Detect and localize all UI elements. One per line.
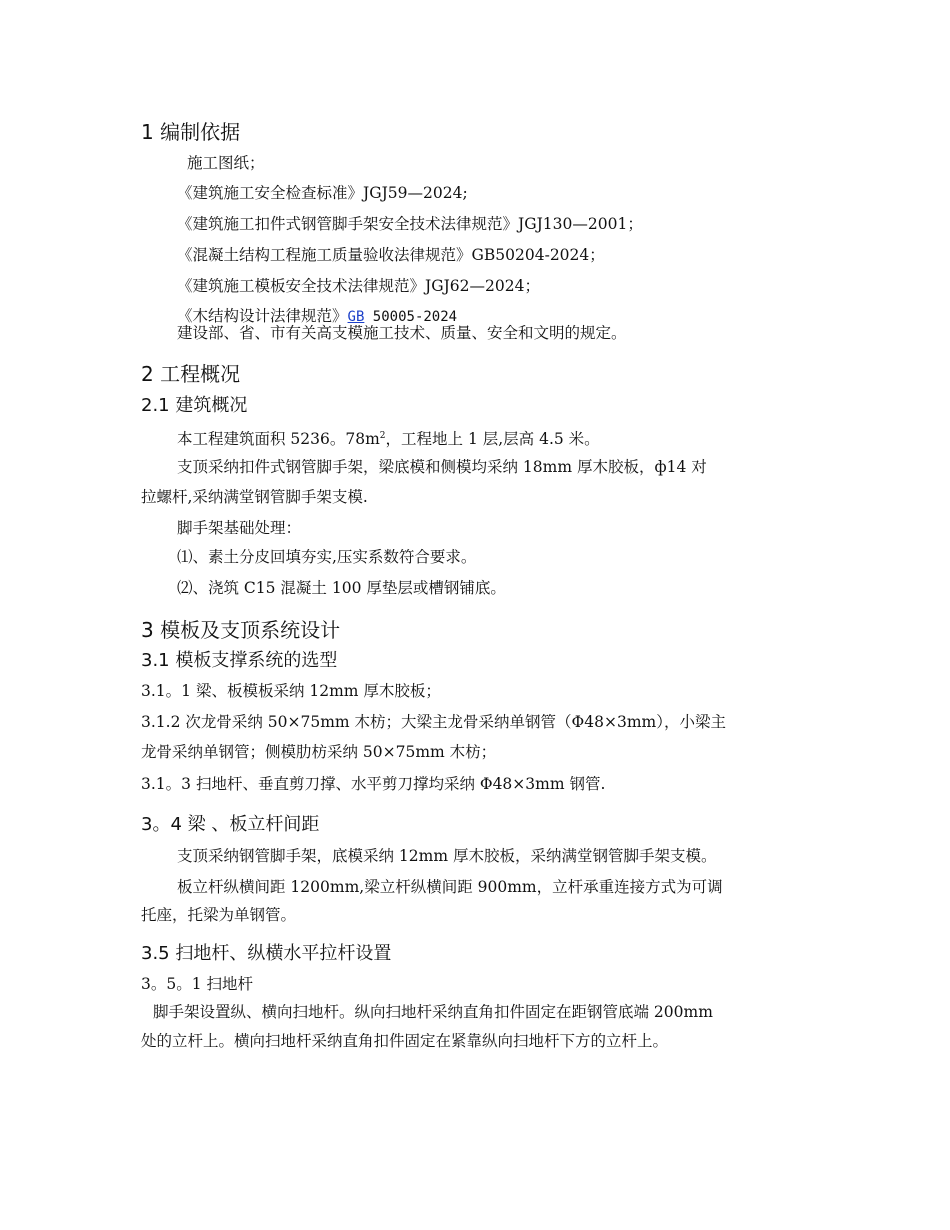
section-3-4-heading: 3。4 梁 、板立杆间距: [141, 814, 320, 835]
section-1-heading: 1 编制依据: [141, 120, 241, 144]
basis-item: 《建筑施工安全检查标准》JGJ59—2024;: [177, 184, 468, 202]
section-3-1-heading: 3.1 模板支撑系统的选型: [141, 650, 338, 671]
section-2-heading: 2 工程概况: [141, 362, 241, 386]
section-3-5-1-heading: 3。5。1 扫地杆: [141, 975, 254, 993]
spacing-paragraph-line: 托座，托梁为单钢管。: [141, 906, 297, 924]
foundation-item: ⑴、素土分皮回填夯实,压实系数符合要求。: [177, 548, 477, 566]
section-3-5-heading: 3.5 扫地杆、纵横水平拉杆设置: [141, 943, 392, 964]
section-2-1-heading: 2.1 建筑概况: [141, 395, 248, 416]
spacing-paragraph: 支顶采纳钢管脚手架，底模采纳 12mm 厚木胶板，采纳满堂钢管脚手架支模。: [177, 847, 717, 865]
foundation-title: 脚手架基础处理：: [177, 519, 302, 537]
basis-item: 《混凝土结构工程施工质量验收法律规范》GB50204-2024；: [177, 246, 605, 264]
area-paragraph: [177, 425, 600, 450]
basis-item-regulations: 建设部、省、市有关高支模施工技术、质量、安全和文明的规定。: [177, 324, 627, 342]
wood-spec-number: 50005-2024: [364, 309, 458, 325]
wood-spec-title: 《木结构设计法律规范》: [177, 307, 348, 325]
area-text-end: ，工程地上 1 层,层高 4.5 米。: [385, 430, 600, 449]
section-3-heading: 3 模板及支顶系统设计: [141, 618, 341, 642]
selection-item: 3.1。1 梁、板模板采纳 12mm 厚木胶板；: [141, 682, 441, 700]
support-paragraph-line: 拉螺杆,采纳满堂钢管脚手架支模.: [141, 488, 368, 506]
basis-item: 《建筑施工扣件式钢管脚手架安全技术法律规范》JGJ130—2001；: [177, 215, 643, 233]
support-paragraph-line: 支顶采纳扣件式钢管脚手架，梁底模和侧模均采纳 18mm 厚木胶板，ф14 对: [177, 458, 707, 476]
basis-item: 《建筑施工模板安全技术法律规范》JGJ62—2024；: [177, 277, 540, 295]
selection-item-line: 龙骨采纳单钢管；侧模肋枋采纳 50×75mm 木枋；: [141, 743, 497, 761]
area-text: 本工程建筑面积 5236。78m: [177, 430, 380, 449]
selection-item: 3.1。3 扫地杆、垂直剪刀撑、水平剪刀撑均采纳 Φ48×3mm 钢管.: [141, 775, 606, 793]
spacing-paragraph-line: 板立杆纵横间距 1200mm,梁立杆纵横间距 900mm，立杆承重连接方式为可调: [177, 878, 723, 896]
sweep-bar-paragraph-line: 脚手架设置纵、横向扫地杆。纵向扫地杆采纳直角扣件固定在距钢管底端 200mm: [153, 1003, 713, 1021]
sweep-bar-paragraph-line: 处的立杆上。横向扫地杆采纳直角扣件固定在紧靠纵向扫地杆下方的立杆上。: [141, 1032, 669, 1050]
basis-item: 施工图纸；: [187, 154, 265, 172]
selection-item-line: 3.1.2 次龙骨采纳 50×75mm 木枋；大梁主龙骨采纳单钢管（Φ48×3mm），小梁主: [141, 713, 726, 731]
gb-link[interactable]: GB: [347, 309, 365, 325]
foundation-item: ⑵、浇筑 C15 混凝土 100 厚垫层或槽钢铺底。: [177, 579, 506, 597]
area-superscript: 2: [379, 431, 386, 441]
